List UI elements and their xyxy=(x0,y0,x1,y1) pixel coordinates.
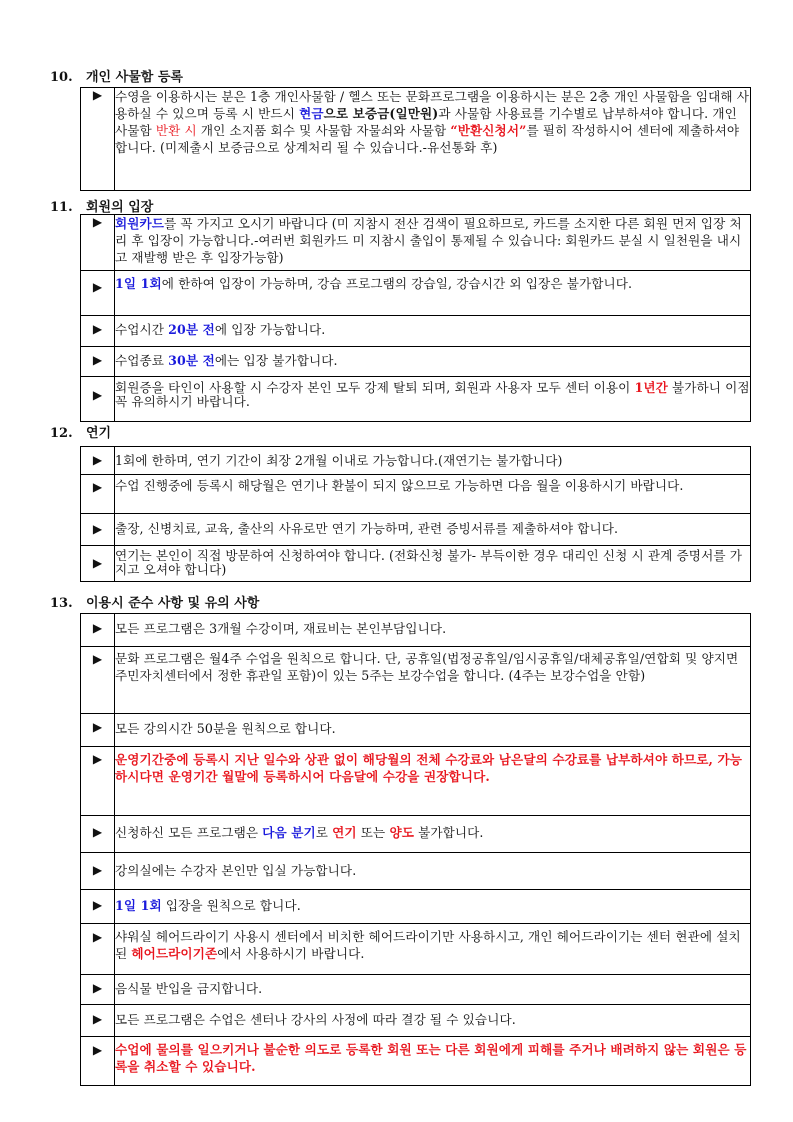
item-text xyxy=(115,747,751,816)
list-item xyxy=(81,514,751,546)
bullet-arrow-icon: ▶ xyxy=(81,475,115,514)
text-segment: 과 사물함 사용료를 기수별로 납부하셔야 합니다. 개인 사물함 xyxy=(115,106,737,138)
bullet-arrow-icon: ▶ xyxy=(81,1005,115,1037)
text-segment: 헤어드라이기존 xyxy=(131,946,218,961)
text-segment: 에 입장 가능합니다. xyxy=(214,322,326,337)
bullet-arrow-icon: ▶ xyxy=(81,514,115,546)
item-text xyxy=(115,514,751,546)
list-item xyxy=(81,975,751,1005)
item-text xyxy=(115,614,751,647)
list-item xyxy=(81,271,751,316)
text-segment: 에서 사용하시기 바랍니다. xyxy=(217,946,365,961)
bullet-arrow-icon: ▶ xyxy=(81,816,115,853)
bullet-arrow-icon: ▶ xyxy=(81,924,115,975)
section-table xyxy=(80,87,751,191)
section-number: 11. xyxy=(50,200,73,215)
list-item xyxy=(81,316,751,347)
text-segment: 모든 강의시간 50분을 원칙으로 합니다. xyxy=(115,721,336,736)
text-segment: “반환신청서” xyxy=(450,123,527,138)
text-segment: 수업종료 xyxy=(115,353,169,368)
item-text xyxy=(115,1005,751,1037)
list-item xyxy=(81,347,751,377)
text-segment: 현금 xyxy=(299,106,324,121)
list-item xyxy=(81,614,751,647)
bullet-arrow-icon: ▶ xyxy=(81,347,115,377)
item-text xyxy=(115,215,751,271)
section-table xyxy=(80,446,751,582)
list-item xyxy=(81,1037,751,1086)
bullet-arrow-icon: ▶ xyxy=(81,271,115,316)
section-heading: 회원의 입장 xyxy=(86,200,154,215)
text-segment: 회원증을 타인이 사용할 시 수강자 본인 모두 강제 탈퇴 되며, 회원과 사용자 모두 센터 이용이 xyxy=(115,380,635,395)
text-segment: 1일 1회 xyxy=(115,276,162,291)
text-segment: 강의실에는 수강자 본인만 입실 가능합니다. xyxy=(115,863,357,878)
item-text xyxy=(115,647,751,714)
text-segment: 연기 xyxy=(332,825,357,840)
section-title xyxy=(50,422,111,441)
list-item xyxy=(81,88,751,191)
list-item xyxy=(81,215,751,271)
section-title xyxy=(50,196,153,215)
text-segment: 샤워실 헤어드라이기 사용시 센터에서 비치한 헤어드라이기만 사용하시고, 개인 헤어드라이기는 센터 현관에 설치된 xyxy=(115,929,741,961)
list-item xyxy=(81,853,751,890)
item-text xyxy=(115,316,751,347)
text-segment: 에 한하여 입장이 가능하며, 강습 프로그램의 강습일, 강습시간 외 입장은 불가합니다. xyxy=(161,276,633,291)
section-heading: 개인 사물함 등록 xyxy=(86,70,183,85)
item-text xyxy=(115,271,751,316)
bullet-arrow-icon: ▶ xyxy=(81,890,115,924)
item-text xyxy=(115,377,751,422)
section-heading: 이용시 준수 사항 및 유의 사항 xyxy=(86,596,260,611)
bullet-arrow-icon: ▶ xyxy=(81,714,115,747)
text-segment: 수업시간 xyxy=(115,322,169,337)
list-item xyxy=(81,714,751,747)
text-segment: 양도 xyxy=(389,825,414,840)
text-segment: 를 꼭 가지고 오시기 바랍니다 (미 지참시 전산 검색이 필요하므로, 카드를 소지한 다른 회원 먼저 입장 처리 후 입장이 가능합니다.-여러번 회원카드 미 지참시 출입이 통제될 수 있습니다: 회원카드 분실 시 일천원을 내시고 재발행 받은 후 입장가능함) xyxy=(115,216,742,265)
bullet-arrow-icon: ▶ xyxy=(81,853,115,890)
text-segment: 불가하니 이점 꼭 유의하시기 바랍니다. xyxy=(115,380,750,409)
text-segment: 입장을 원칙으로 합니다. xyxy=(161,898,301,913)
list-item xyxy=(81,546,751,582)
section-number: 10. xyxy=(50,70,73,85)
text-segment: 연기는 본인이 직접 방문하여 신청하여야 합니다. (전화신청 불가- 부득이한 경우 대리인 신청 시 관계 증명서를 가지고 오셔야 합니다) xyxy=(115,548,742,577)
bullet-arrow-icon: ▶ xyxy=(81,546,115,582)
list-item xyxy=(81,377,751,422)
text-segment: 운영기간중에 등록시 지난 일수와 상관 없이 해당월의 전체 수강료와 남은달의 수강료를 납부하셔야 하므로, 가능하시다면 운영기간 월말에 등록하시어 다음달에 수강을 권장합니다. xyxy=(115,752,742,784)
item-text xyxy=(115,890,751,924)
text-segment: 개인 소지품 회수 및 사물함 자물쇠와 사물함 xyxy=(196,123,451,138)
bullet-arrow-icon: ▶ xyxy=(81,447,115,475)
text-segment: 반환 시 xyxy=(155,123,197,138)
item-text xyxy=(115,475,751,514)
item-text xyxy=(115,975,751,1005)
list-item xyxy=(81,475,751,514)
text-segment: 로 xyxy=(315,825,333,840)
section-table xyxy=(80,214,751,422)
text-segment: 에는 입장 불가합니다. xyxy=(214,353,338,368)
text-segment: 20분 전 xyxy=(168,322,215,337)
item-text xyxy=(115,853,751,890)
text-segment: 다음 분기 xyxy=(262,825,316,840)
text-segment: 모든 프로그램은 3개월 수강이며, 재료비는 본인부담입니다. xyxy=(115,621,447,636)
section-title xyxy=(50,66,183,85)
text-segment: 1회에 한하며, 연기 기간이 최장 2개월 이내로 가능합니다.(재연기는 불가합니다) xyxy=(115,453,563,468)
text-segment: 수업에 물의를 일으키거나 불순한 의도로 등록한 회원 또는 다른 회원에게 피해를 주거나 배려하지 않는 회원은 등록을 취소할 수 있습니다. xyxy=(115,1042,747,1074)
section-number: 13. xyxy=(50,596,73,611)
list-item xyxy=(81,747,751,816)
text-segment: 으로 보증금(일만원) xyxy=(323,106,439,121)
bullet-arrow-icon: ▶ xyxy=(81,975,115,1005)
section-table xyxy=(80,613,751,1086)
item-text xyxy=(115,88,751,191)
bullet-arrow-icon: ▶ xyxy=(81,747,115,816)
list-item xyxy=(81,890,751,924)
bullet-arrow-icon: ▶ xyxy=(81,215,115,271)
text-segment: 음식물 반입을 금지합니다. xyxy=(115,981,263,996)
text-segment: 출장, 신병치료, 교육, 출산의 사유로만 연기 가능하며, 관련 증빙서류를 제출하셔야 합니다. xyxy=(115,521,619,536)
list-item xyxy=(81,447,751,475)
text-segment: 신청하신 모든 프로그램은 xyxy=(115,825,263,840)
list-item xyxy=(81,1005,751,1037)
item-text xyxy=(115,714,751,747)
bullet-arrow-icon: ▶ xyxy=(81,88,115,191)
text-segment: 30분 전 xyxy=(168,353,215,368)
item-text xyxy=(115,816,751,853)
item-text xyxy=(115,347,751,377)
list-item xyxy=(81,924,751,975)
text-segment: 문화 프로그램은 월4주 수업을 원칙으로 합니다. 단, 공휴일(법정공휴일/임시공휴일/대체공휴일/연합회 및 양지면주민자치센터에서 정한 휴관일 포함)이 있는 5주는 보강수업을 합니다. (4주는 보강수업을 안함) xyxy=(115,651,739,683)
section-title xyxy=(50,592,259,611)
list-item xyxy=(81,816,751,853)
section-heading: 연기 xyxy=(86,426,112,441)
text-segment: 불가합니다. xyxy=(413,825,484,840)
item-text xyxy=(115,447,751,475)
text-segment: 수업 진행중에 등록시 해당월은 연기나 환불이 되지 않으므로 가능하면 다음 월을 이용하시기 바랍니다. xyxy=(115,478,684,493)
section-number: 12. xyxy=(50,426,73,441)
bullet-arrow-icon: ▶ xyxy=(81,1037,115,1086)
text-segment: 회원카드 xyxy=(115,216,165,231)
bullet-arrow-icon: ▶ xyxy=(81,614,115,647)
bullet-arrow-icon: ▶ xyxy=(81,647,115,714)
item-text xyxy=(115,1037,751,1086)
item-text xyxy=(115,546,751,582)
item-text xyxy=(115,924,751,975)
bullet-arrow-icon: ▶ xyxy=(81,377,115,422)
bullet-arrow-icon: ▶ xyxy=(81,316,115,347)
text-segment: 또는 xyxy=(356,825,390,840)
list-item xyxy=(81,647,751,714)
text-segment: 를 필히 작성하시어 센터에 제출하셔야 합니다. (미제출시 보증금으로 상계처리 될 수 있습니다.-유선통화 후) xyxy=(115,123,740,155)
text-segment: 1일 1회 xyxy=(115,898,162,913)
text-segment: 수영을 이용하시는 분은 1층 개인사물함 / 헬스 또는 문화프로그램을 이용하시는 분은 2층 개인 사물함을 임대해 사용하실 수 있으며 등록 시 반드시 xyxy=(115,89,750,121)
text-segment: 1년간 xyxy=(634,380,668,395)
text-segment: 모든 프로그램은 수업은 센터나 강사의 사정에 따라 결강 될 수 있습니다. xyxy=(115,1012,516,1027)
